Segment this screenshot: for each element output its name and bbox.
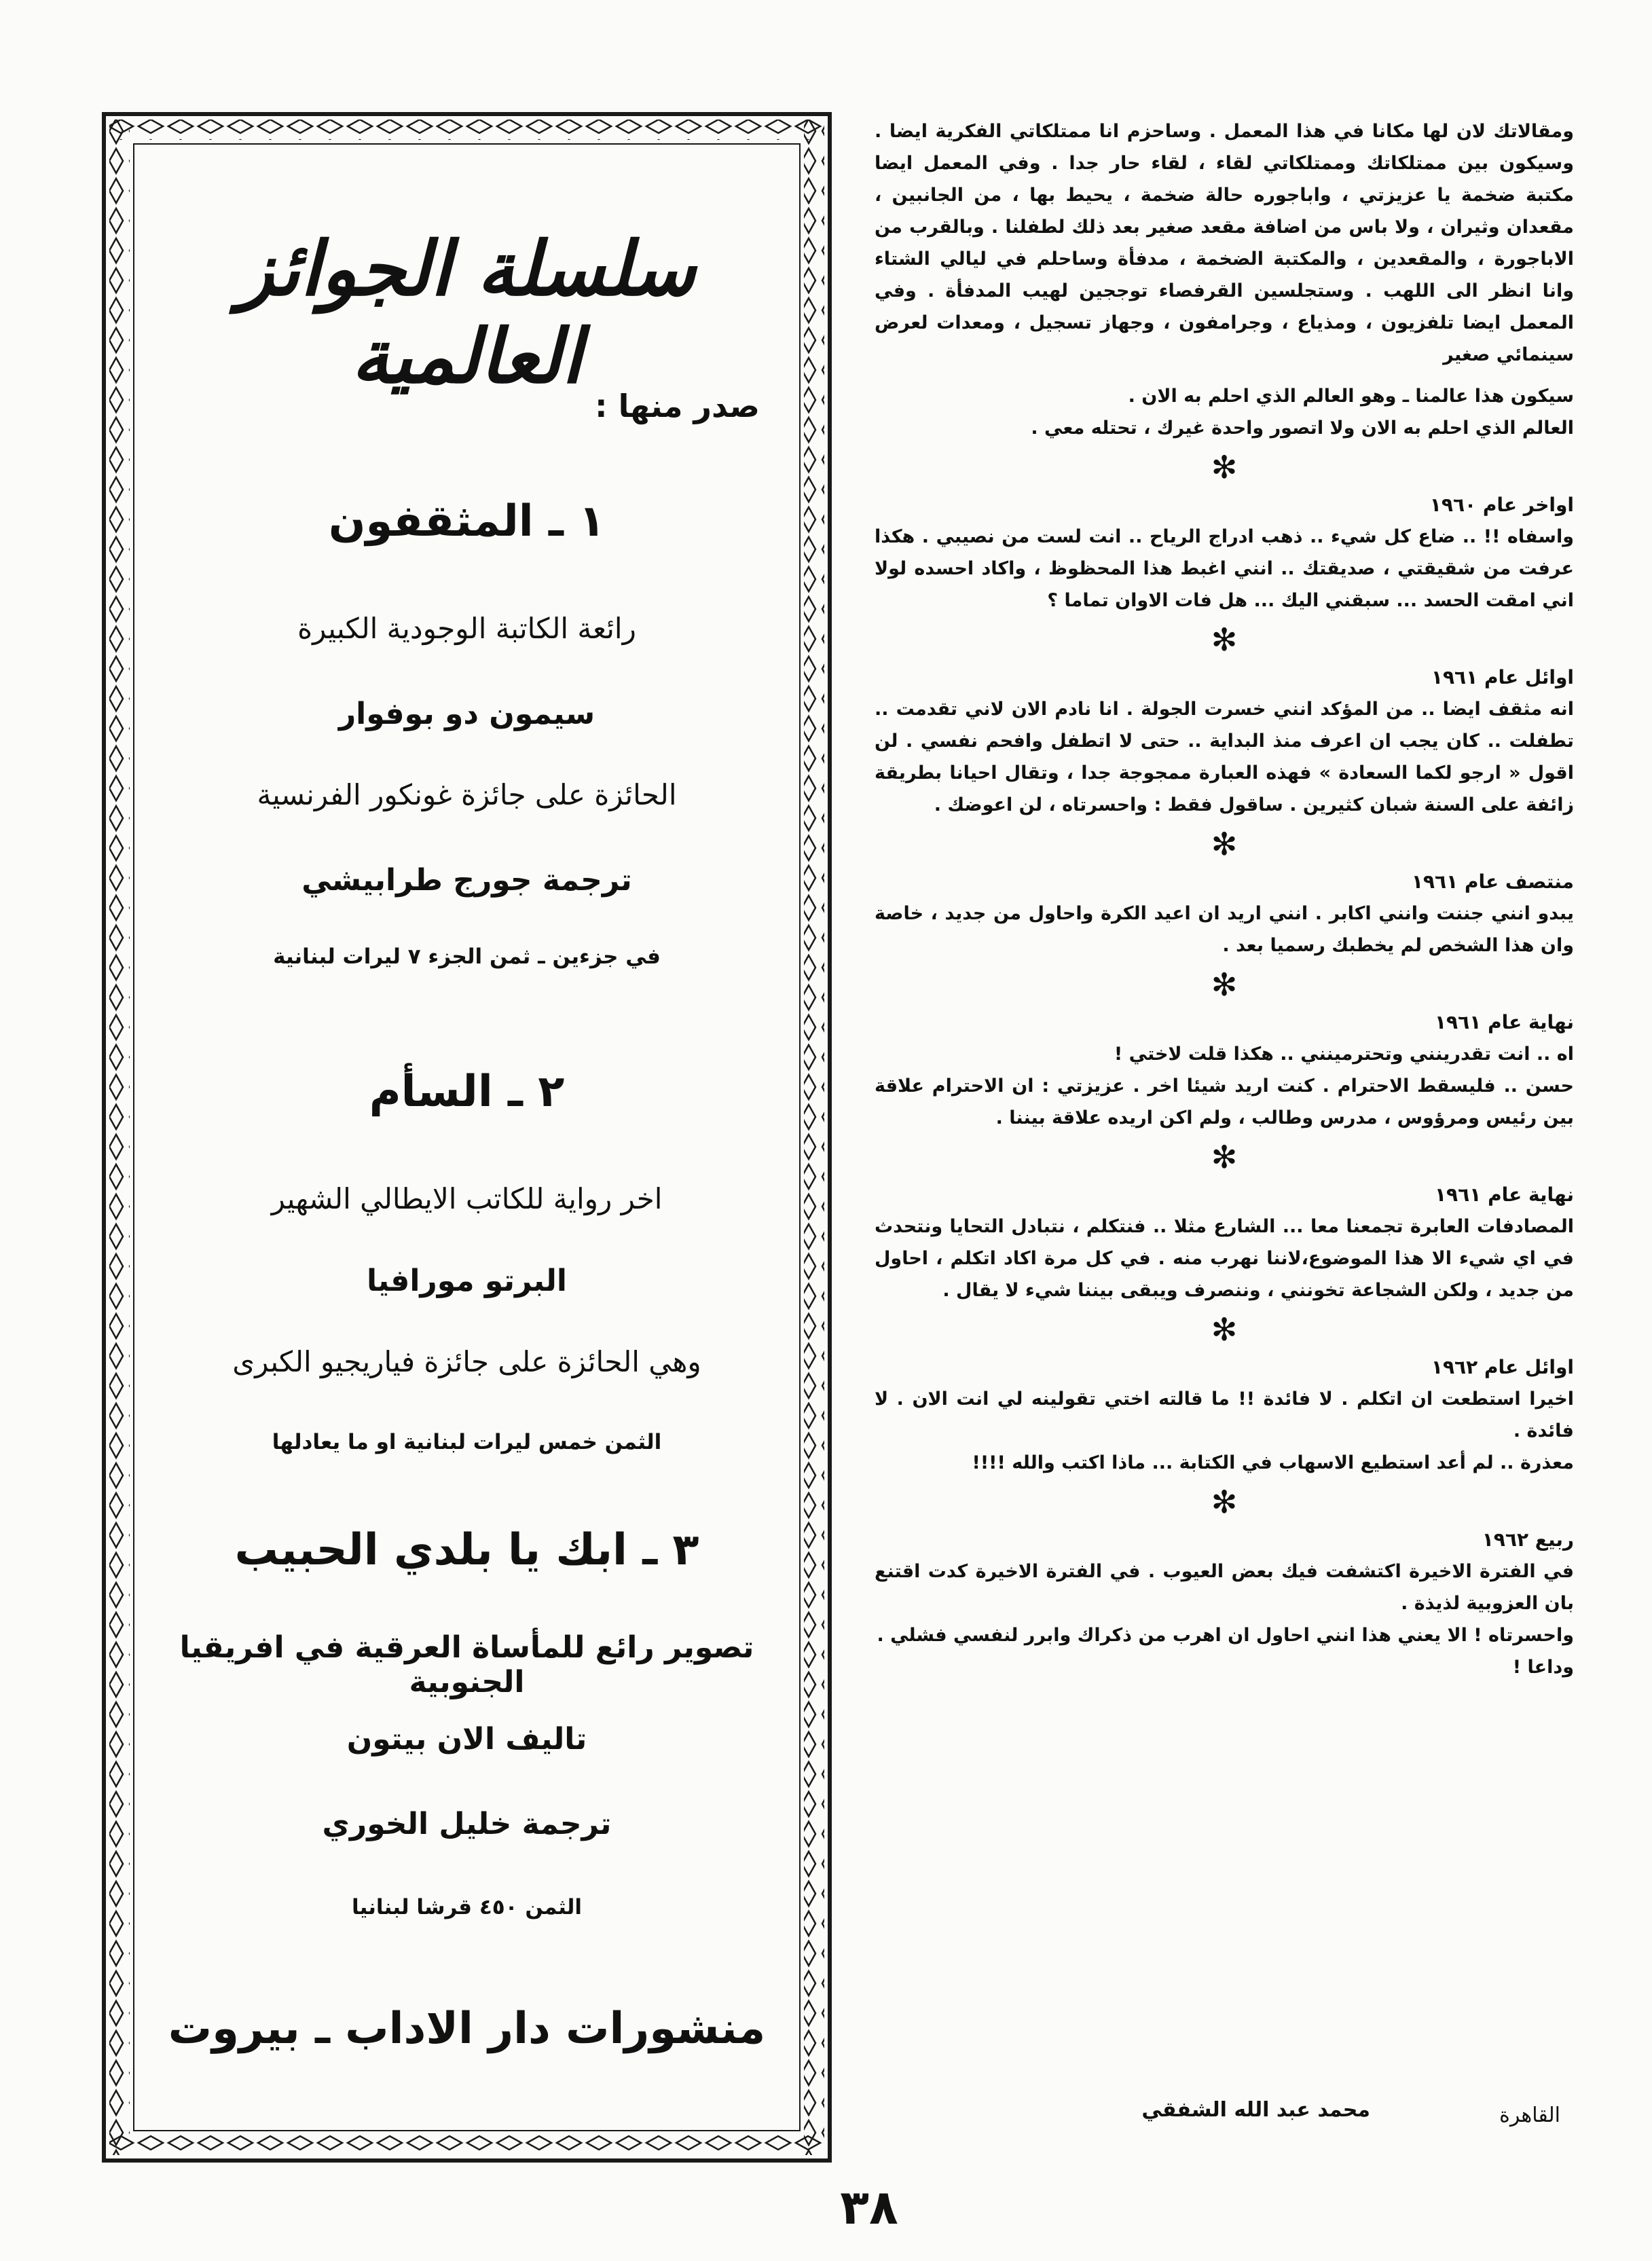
entry-date-heading: اواخر عام ١٩٦٠ bbox=[1429, 494, 1574, 516]
section-star-icon: ✻ bbox=[1211, 621, 1238, 658]
entry-date-heading: ربيع ١٩٦٢ bbox=[1482, 1528, 1574, 1551]
article-paragraph: واسفاه !! .. ضاع كل شيء .. ذهب ادراج الرياح .. انت لست من نصيبي . هكذا عرفت من شقيقتي ، صديقتك .. انني اغبط هذا المحظوظ ، واكاد احسده لولا اني امقت الحسد ... سبقني اليك ... هل فات الاوان تماما ؟ bbox=[875, 526, 1574, 611]
article-paragraph: اخيرا استطعت ان اتكلم . لا فائدة !! ما قالته اختي تقولينه لي انت الان . لا فائدة . bbox=[875, 1389, 1574, 1441]
article-paragraph: حسن .. فليسقط الاحترام . كنت اريد شيئا اخر . عزيزتي : ان الاحترام علاقة بين رئيس ومرؤوس ، مدرس وطالب ، ولم اكن اريده علاقة بيننا . bbox=[875, 1076, 1574, 1128]
section-star-icon: ✻ bbox=[1211, 1484, 1238, 1520]
series-title: سلسلة الجوائز العالمية bbox=[238, 225, 696, 400]
published-label: صدر منها : bbox=[595, 388, 760, 424]
book-price: الثمن ٤٥٠ قرشا لبنانيا bbox=[352, 1895, 582, 1919]
section-star-icon: ✻ bbox=[1211, 449, 1238, 485]
article-paragraph: انه مثقف ايضا .. من المؤكد انني خسرت الجولة . انا نادم الان لاني تقدمت .. تطفلت .. كان يجب ان اعرف منذ البداية .. حتى لا اتطفل وافحم نفسي . لن اقول « ارجو لكما السعادة » فهذه العبارة ممجوجة جدا ، وتقال احيانا بطريقة زائفة على السنة شبان كثيرين . ساقول فقط : واحسرتاه ، لن اعوضك . bbox=[875, 699, 1574, 815]
book-translator: ترجمة جورج طرابيشي bbox=[301, 863, 632, 898]
article-column bbox=[875, 115, 1574, 1683]
article-paragraph: ومقالاتك لان لها مكانا في هذا المعمل . وساحزم انا ممتلكاتي الفكرية ايضا . وسيكون بين ممتلكاتك وممتلكاتي لقاء ، لقاء حار جدا . وفي المعمل ايضا مكتبة ضخمة يا عزيزتي ، واباجوره حالة ضخمة ، يحيط بها ، من الجانبين ، مقعدان وثيران ، ولا باس من اضافة مقعد صغير بعد ذلك لطفلنا . وبالقرب من الاباجورة ، والمقعدين ، والمكتبة الضخمة ، مدفأة وساحلم في ليالي الشتاء وانا انظر الى اللهب . وستجلسين القرفصاء توججين لهيب المدفأة . وفي المعمل ايضا تلفزيون ، ومذياع ، وجرامفون ، وجهاز تسجيل ، ومعدات لعرض سينمائي صغير bbox=[875, 121, 1574, 365]
book-title: ٣ ـ ابك يا بلدي الحبيب bbox=[234, 1525, 699, 1575]
book-translator: ترجمة خليل الخوري bbox=[322, 1807, 612, 1841]
entry-date-heading: نهاية عام ١٩٦١ bbox=[1434, 1183, 1574, 1206]
entry-date-heading: منتصف عام ١٩٦١ bbox=[1411, 870, 1574, 893]
book-description: اخر رواية للكاتب الايطالي الشهير bbox=[271, 1182, 663, 1215]
section-star-icon: ✻ bbox=[1211, 966, 1238, 1003]
signature-author: محمد عبد الله الشفقي bbox=[1141, 2098, 1370, 2122]
article-paragraph: يبدو انني جننت وانني اكابر . انني اريد ان اعيد الكرة واحاول من جديد ، خاصة وان هذا الشخص لم يخطبك رسميا بعد . bbox=[875, 903, 1574, 956]
article-paragraph: المصادفات العابرة تجمعنا معا ... الشارع مثلا .. فنتكلم ، نتبادل التحايا ونتحدث في اي شيء الا هذا الموضوع،لاننا نهرب منه . في كل مرة اكاد اتكلم ، احاول من جديد ، ولكن الشجاعة تخونني ، وننصرف ويبقى بيننا شيء لا يقال . bbox=[875, 1216, 1574, 1301]
book-award: وهي الحائزة على جائزة فياريجيو الكبرى bbox=[232, 1345, 701, 1378]
article-paragraph: العالم الذي احلم به الان ولا اتصور واحدة غيرك ، تحتله معي . bbox=[1031, 418, 1574, 439]
article-paragraph: سيكون هذا عالمنا ـ وهو العالم الذي احلم به الان . bbox=[1128, 386, 1574, 407]
advertisement-content bbox=[147, 116, 787, 2158]
article-signature bbox=[875, 2098, 1574, 2139]
publisher-name: منشورات دار الاداب ـ بيروت bbox=[168, 2004, 766, 2054]
article-paragraph: وداعا ! bbox=[1512, 1657, 1574, 1678]
book-author: سيمون دو بوفوار bbox=[338, 697, 595, 731]
book-price: الثمن خمس ليرات لبنانية او ما يعادلها bbox=[272, 1430, 662, 1454]
book-author: تاليف الان بيتون bbox=[346, 1722, 587, 1757]
section-star-icon: ✻ bbox=[1211, 826, 1238, 862]
page-number: ٣٨ bbox=[840, 2180, 898, 2235]
book-author: البرتو مورافيا bbox=[367, 1264, 567, 1298]
book-title: ٢ ـ السأم bbox=[369, 1067, 565, 1117]
entry-date-heading: اوائل عام ١٩٦٢ bbox=[1431, 1356, 1574, 1378]
publisher-advertisement bbox=[102, 112, 832, 2163]
book-description: تصوير رائع للمأساة العرقية في افريقيا الجنوبية bbox=[179, 1630, 754, 1699]
entry-date-heading: اوائل عام ١٩٦١ bbox=[1431, 666, 1574, 688]
book-price: في جزءين ـ ثمن الجزء ٧ ليرات لبنانية bbox=[273, 944, 661, 969]
article-paragraph: في الفترة الاخيرة اكتشفت فيك بعض العيوب . في الفترة الاخيرة كدت اقتنع بان العزوبية لذيذة . bbox=[875, 1561, 1574, 1614]
section-star-icon: ✻ bbox=[1211, 1311, 1238, 1348]
article-paragraph: اه .. انت تقدرينني وتحترمينني .. هكذا قلت لاختي ! bbox=[1114, 1044, 1574, 1065]
book-description: رائعة الكاتبة الوجودية الكبيرة bbox=[297, 612, 636, 645]
book-title: ١ ـ المثقفون bbox=[328, 496, 606, 547]
article-paragraph: معذرة .. لم أعد استطيع الاسهاب في الكتابة ... ماذا اكتب والله !!!! bbox=[972, 1452, 1574, 1473]
book-award: الحائزة على جائزة غونكور الفرنسية bbox=[257, 778, 677, 811]
article-paragraph: واحسرتاه ! الا يعني هذا انني احاول ان اهرب من ذكراك وابرر لنفسي فشلي . bbox=[877, 1625, 1574, 1646]
entry-date-heading: نهاية عام ١٩٦١ bbox=[1434, 1011, 1574, 1033]
section-star-icon: ✻ bbox=[1211, 1139, 1238, 1175]
signature-city: القاهرة bbox=[1499, 2103, 1560, 2127]
